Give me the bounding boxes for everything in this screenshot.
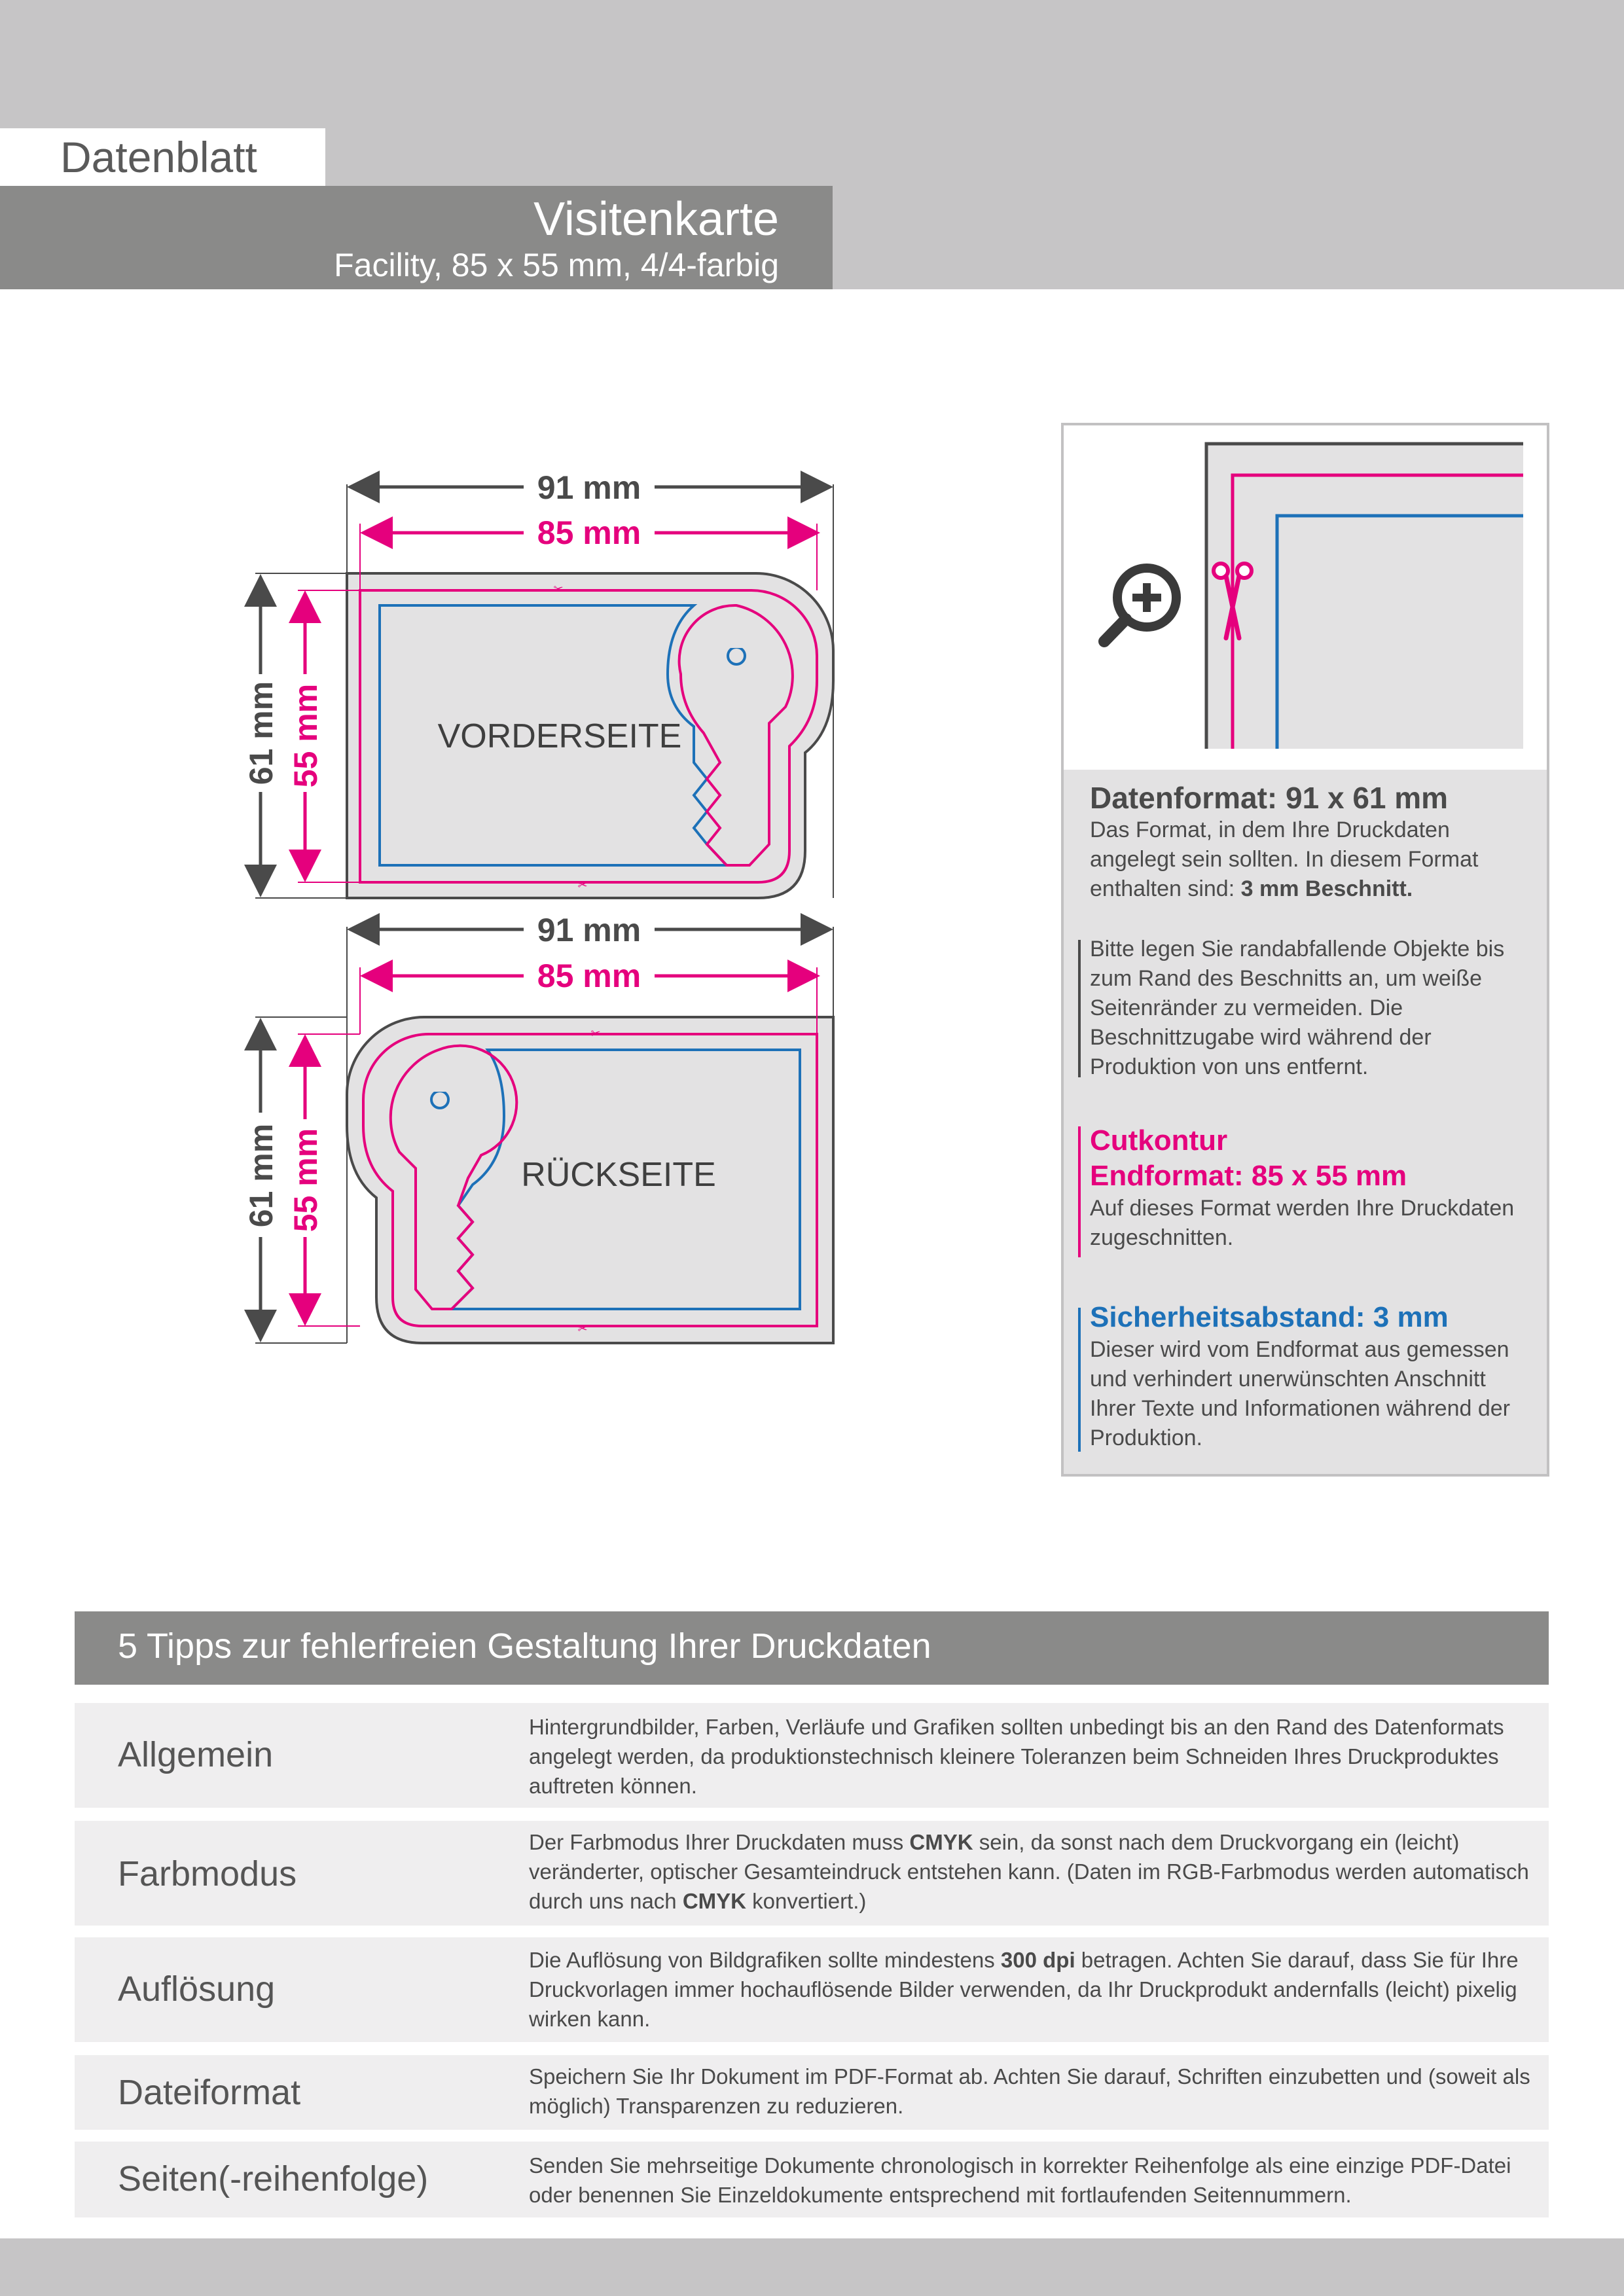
cut-title-1: Cutkontur: [1090, 1124, 1228, 1157]
tip-text-part: konvertiert.): [746, 1889, 867, 1913]
tips-heading: 5 Tipps zur fehlerfreien Gestaltung Ihrer Druckdaten: [118, 1626, 931, 1666]
safety-text: Dieser wird vom Endformat aus gemessen und verhindert unerwünschten Anschnitt Ihrer Texte und Informationen während der Produktion.: [1090, 1337, 1510, 1450]
safety-title: Sicherheitsabstand: 3 mm: [1090, 1301, 1449, 1333]
front-label: VORDERSEITE: [437, 717, 682, 755]
tip-text: [529, 2062, 1530, 2121]
tip-text-part: betragen. Achten Sie darauf, dass Sie für Ihre Druckvorlagen immer hochauflösende Bilder verwenden, da Ihr Druckprodukt andernfalls (leicht) pixelig wirken kann.: [529, 1948, 1519, 2031]
format-text-bold: 3 mm Beschnitt.: [1240, 876, 1413, 901]
front-width-inner: 85 mm: [537, 514, 641, 551]
tip-text-part: Speichern Sie Ihr Dokument im PDF-Format ab. Achten Sie darauf, Schriften einzubetten und (soweit als möglich) Transparenzen zu reduzieren.: [529, 2064, 1530, 2118]
tip-text: [529, 1945, 1530, 2034]
tip-text: [529, 2151, 1530, 2210]
back-width-inner: 85 mm: [537, 958, 641, 994]
bleed-info: [1090, 935, 1535, 1082]
bleed-text: Bitte legen Sie randabfallende Objekte bis zum Rand des Beschnitts an, um weiße Seitenränder zu vermeiden. Die Beschnittzugabe wird während der Produktion von uns entfernt.: [1090, 937, 1505, 1079]
info-text-area: [1064, 770, 1547, 1474]
back-card: [347, 1017, 833, 1343]
page-title: Visitenkarte: [533, 193, 779, 245]
tip-text-part: Die Auflösung von Bildgrafiken sollte mindestens: [529, 1948, 1001, 1972]
tip-row-aufloesung: [75, 1937, 1549, 2042]
safety-bar: [1078, 1308, 1081, 1452]
tip-row-seiten: [75, 2142, 1549, 2217]
svg-text:✂: ✂: [577, 1322, 588, 1335]
back-label: RÜCKSEITE: [521, 1156, 716, 1194]
back-width-outer: 91 mm: [537, 912, 641, 948]
safety-info: [1090, 1300, 1535, 1453]
svg-text:✂: ✂: [590, 1027, 601, 1040]
format-title: Datenformat: 91 x 61 mm: [1090, 781, 1449, 815]
tip-text: [529, 1827, 1530, 1916]
tip-row-farbmodus: [75, 1821, 1549, 1926]
svg-text:✂: ✂: [577, 878, 588, 891]
format-text: [1090, 816, 1535, 904]
corner-zoom-illustration: [1064, 425, 1547, 770]
front-card: [347, 573, 833, 898]
front-height-outer: 61 mm: [243, 681, 280, 785]
magnifier-plus-icon: [1104, 568, 1176, 641]
tip-label: Seiten(-reihenfolge): [118, 2159, 429, 2198]
tip-label: Auflösung: [118, 1969, 276, 2009]
datasheet-tab-label: Datenblatt: [60, 133, 257, 181]
tip-text-part: Hintergrundbilder, Farben, Verläufe und Grafiken sollten unbedingt bis an den Rand des Datenformats angelegt werden, da produktionstechnisch kleinere Toleranzen beim Schneiden Ihres Druckproduktes auftreten können.: [529, 1715, 1504, 1798]
back-height-outer: 61 mm: [243, 1123, 280, 1228]
tip-label: Farbmodus: [118, 1854, 297, 1893]
tip-text: [529, 1712, 1530, 1801]
tip-text-part: sein, da sonst nach dem Druckvorgang ein (leicht) veränderter, optischer Gesamteindruck entstehen kann. (Daten im RGB-Farbmodus werden automatisch durch uns nach: [529, 1830, 1529, 1913]
format-text-main: Das Format, in dem Ihre Druckdaten angelegt sein sollten. In diesem Format enthalten sind:: [1090, 817, 1479, 901]
tips-header: [75, 1611, 1549, 1685]
cut-info: [1090, 1123, 1535, 1253]
format-info: [1090, 780, 1535, 904]
tip-text-part: Der Farbmodus Ihrer Druckdaten muss: [529, 1830, 910, 1854]
svg-text:✂: ✂: [553, 583, 564, 596]
page-subtitle: Facility, 85 x 55 mm, 4/4-farbig: [334, 247, 779, 283]
front-height-inner: 55 mm: [287, 683, 324, 788]
cut-text: Auf dieses Format werden Ihre Druckdaten zugeschnitten.: [1090, 1196, 1515, 1250]
tip-text-part: Senden Sie mehrseitige Dokumente chronologisch in korrekter Reihenfolge als eine einzige PDF-Datei oder benennen Sie Einzeldokumente entsprechend mit fortlaufenden Seitennummern.: [529, 2153, 1511, 2207]
emphasis-text: CMYK: [909, 1830, 973, 1854]
back-height-inner: 55 mm: [287, 1128, 324, 1232]
cut-title-2: Endformat: 85 x 55 mm: [1090, 1160, 1407, 1192]
tip-row-allgemein: [75, 1703, 1549, 1808]
tip-row-dateiformat: [75, 2055, 1549, 2130]
bleed-bar: [1078, 940, 1081, 1077]
emphasis-text: CMYK: [682, 1889, 746, 1913]
tip-label: Allgemein: [118, 1735, 274, 1774]
cut-bar: [1078, 1126, 1081, 1257]
footer-band: [0, 2238, 1624, 2296]
tip-label: Dateiformat: [118, 2073, 301, 2112]
emphasis-text: 300 dpi: [1000, 1948, 1075, 1972]
front-width-outer: 91 mm: [537, 469, 641, 506]
